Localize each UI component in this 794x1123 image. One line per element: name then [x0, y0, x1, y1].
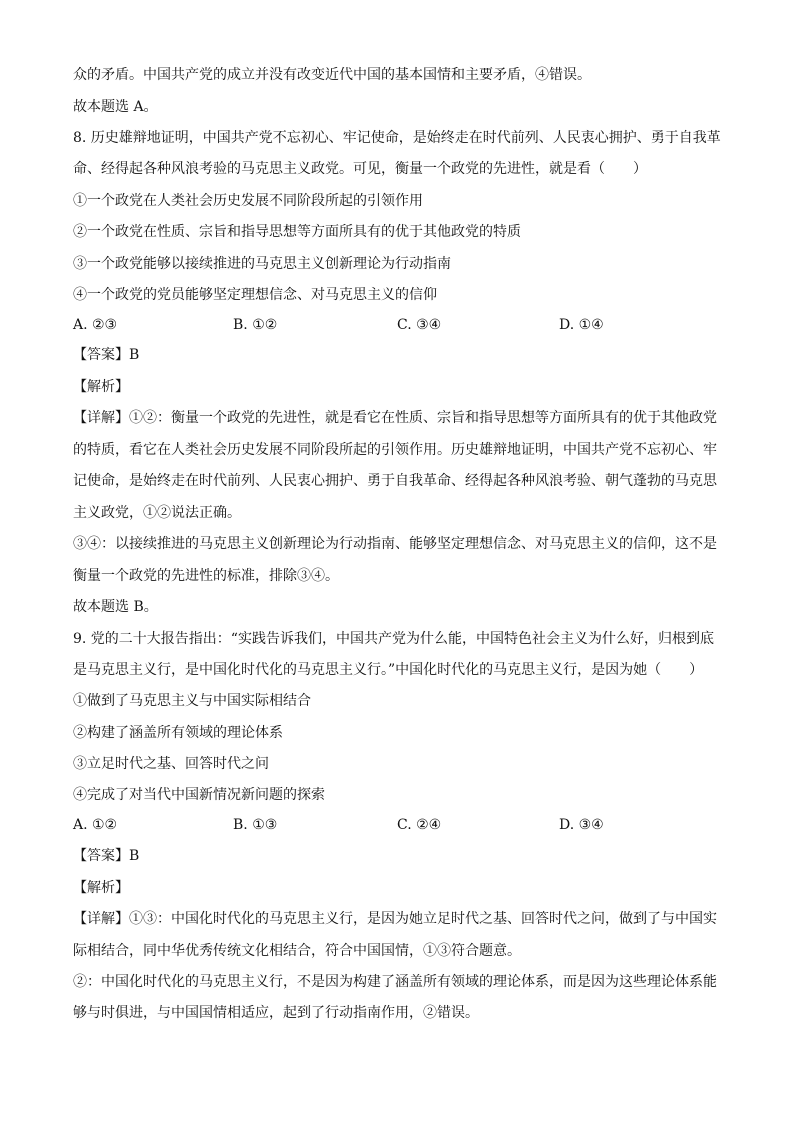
option-a: A. ①②: [73, 817, 118, 833]
question-9-statement: ①做到了马克思主义与中国实际相结合: [73, 693, 311, 709]
analysis-heading: 【解析】: [73, 880, 129, 896]
explanation-line: ②：中国化时代化的马克思主义行，不是因为构建了涵盖所有领域的理论体系，而是因为这些理论体系能: [73, 974, 717, 990]
option-d: D. ③④: [559, 817, 604, 833]
question-8-statement: ②一个政党在性质、宗旨和指导思想等方面所具有的优于其他政党的特质: [73, 224, 521, 240]
answer-line: 【答案】B: [73, 347, 140, 363]
question-9-statement: ④完成了对当代中国新情况新问题的探索: [73, 787, 325, 803]
question-9-stem: 是马克思主义行，是中国化时代化的马克思主义行。”中国化时代化的马克思主义行，是因为她（ ）: [73, 662, 704, 678]
question-8-stem: 命、经得起各种风浪考验的马克思主义政党。可见，衡量一个政党的先进性，就是看（ ）: [73, 161, 647, 177]
conclusion-line: 故本题选 B。: [73, 599, 158, 615]
explanation-line: 主义政党，①②说法正确。: [73, 505, 241, 521]
question-9-statement: ②构建了涵盖所有领域的理论体系: [73, 725, 283, 741]
option-a: A. ②③: [73, 317, 118, 333]
option-c: C. ③④: [397, 317, 442, 333]
question-9-options: [73, 816, 733, 834]
question-8-statement: ③一个政党能够以接续推进的马克思主义创新理论为行动指南: [73, 256, 451, 272]
option-c: C. ②④: [397, 817, 442, 833]
answer-line: 【答案】B: [73, 848, 140, 864]
option-d: D. ①④: [559, 317, 604, 333]
question-8-statement: ①一个政党在人类社会历史发展不同阶段所起的引领作用: [73, 193, 423, 209]
explanation-line: 够与时俱进，与中国国情相适应，起到了行动指南作用，②错误。: [73, 1005, 479, 1021]
explanation-line: 【详解】①②：衡量一个政党的先进性，就是看它在性质、宗旨和指导思想等方面所具有的优于其他政党: [73, 410, 717, 426]
explanation-line: ③④：以接续推进的马克思主义创新理论为行动指南、能够坚定理想信念、对马克思主义的信仰，这不是: [73, 536, 717, 552]
analysis-heading: 【解析】: [73, 379, 129, 395]
conclusion-line: 故本题选 A。: [73, 99, 158, 115]
question-9-stem: 9. 党的二十大报告指出：“实践告诉我们，中国共产党为什么能，中国特色社会主义为什么好，归根到底: [73, 631, 714, 647]
explanation-line: 际相结合，同中华优秀传统文化相结合，符合中国国情，①③符合题意。: [73, 943, 521, 959]
explanation-line: 记使命，是始终走在时代前列、人民衷心拥护、勇于自我革命、经得起各种风浪考验、朝气蓬勃的马克思: [73, 473, 717, 489]
explanation-line: 衡量一个政党的先进性的标准，排除③④。: [73, 568, 339, 584]
question-9-statement: ③立足时代之基、回答时代之问: [73, 756, 269, 772]
explanation-line: 的特质，看它在人类社会历史发展不同阶段所起的引领作用。历史雄辩地证明，中国共产党不忘初心、牢: [73, 442, 717, 458]
question-8-options: [73, 316, 733, 334]
text-line: 众的矛盾。中国共产党的成立并没有改变近代中国的基本国情和主要矛盾，④错误。: [73, 67, 591, 83]
option-b: B. ①②: [233, 317, 278, 333]
question-8-stem: 8. 历史雄辩地证明，中国共产党不忘初心、牢记使命，是始终走在时代前列、人民衷心拥护、勇于自我革: [73, 130, 721, 146]
option-b: B. ①③: [233, 817, 278, 833]
question-8-statement: ④一个政党的党员能够坚定理想信念、对马克思主义的信仰: [73, 287, 437, 303]
explanation-line: 【详解】①③：中国化时代化的马克思主义行，是因为她立足时代之基、回答时代之问，做到了与中国实: [73, 911, 717, 927]
